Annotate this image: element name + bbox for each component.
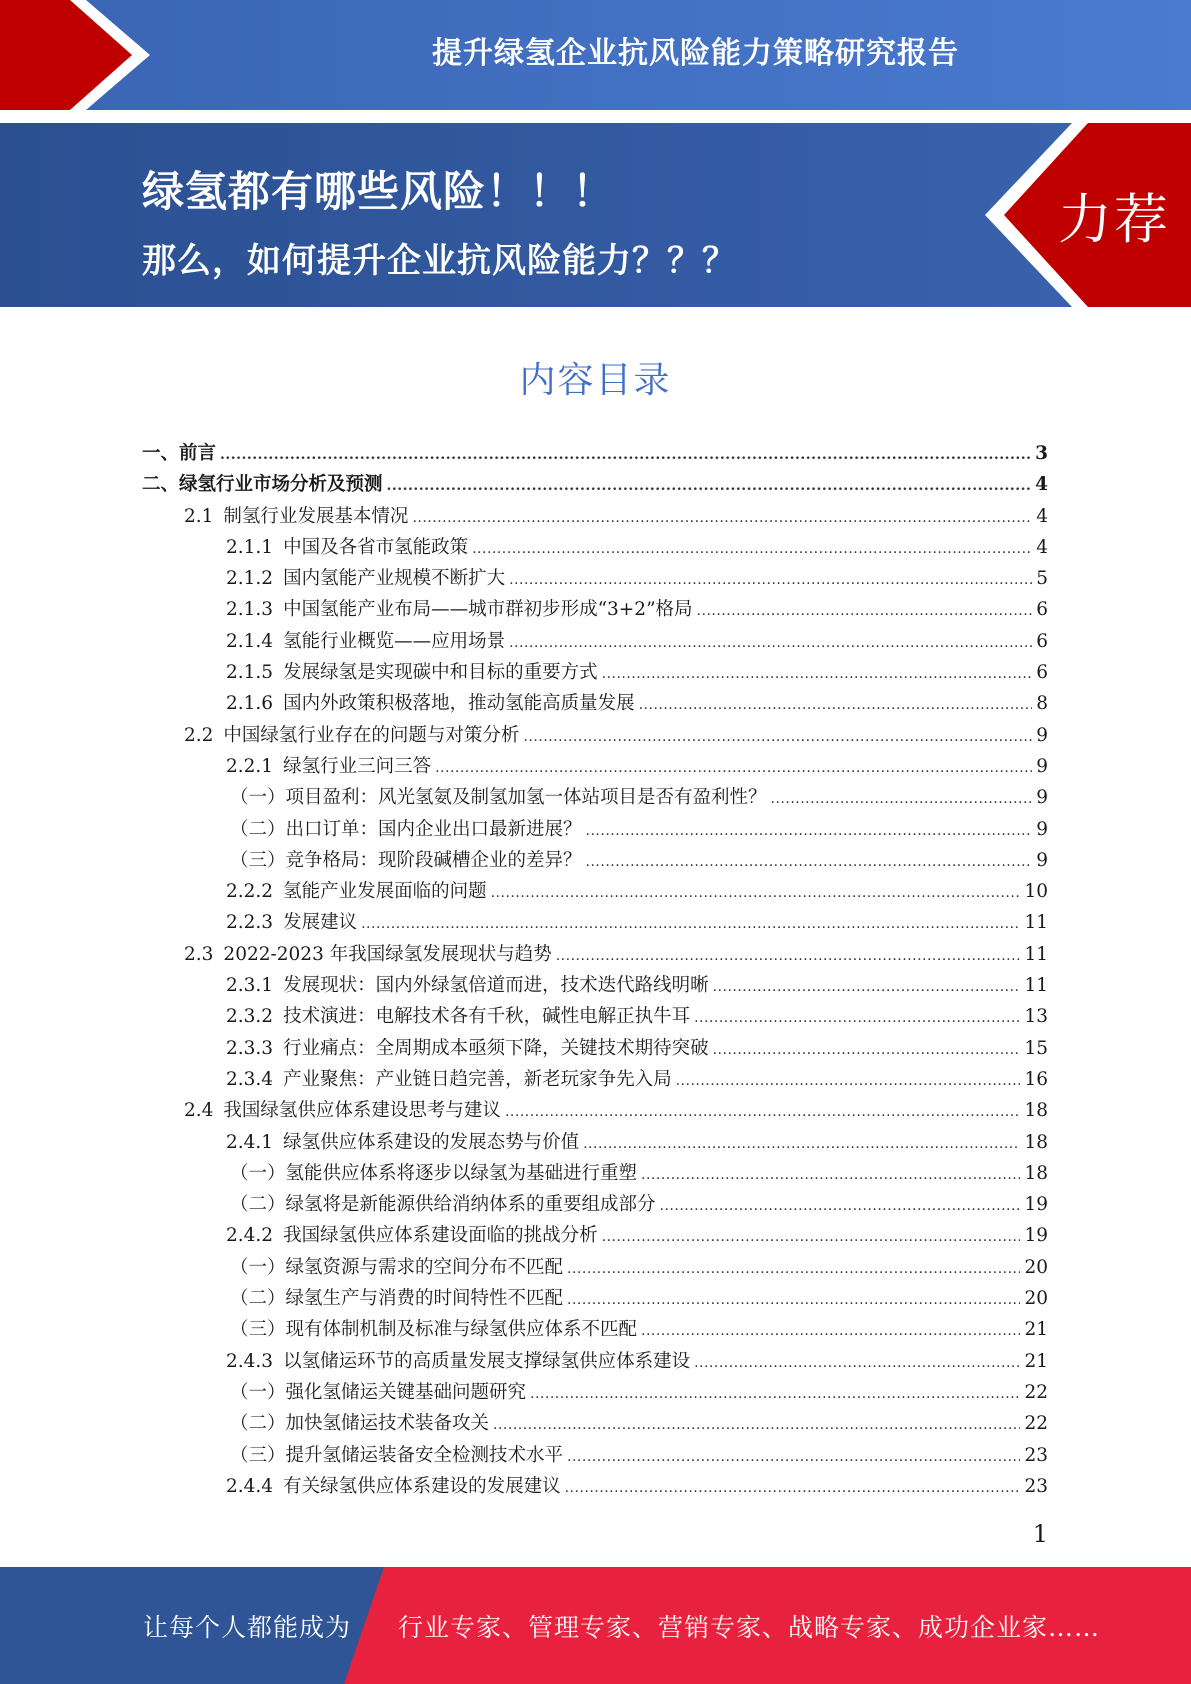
toc-entry-label: 技术演进：电解技术各有千秋，碱性电解正执牛耳 <box>283 1006 691 1028</box>
toc-entry[interactable] <box>142 1064 1048 1095</box>
toc-entry-number: （一） <box>230 1381 286 1403</box>
toc-entry-number: （一） <box>230 1256 286 1278</box>
recommend-badge: 力荐 <box>1058 188 1170 251</box>
footer-slogan-roles: 行业专家、管理专家、营销专家、战略专家、成功企业家…… <box>398 1613 1101 1642</box>
toc-dot-leader <box>220 440 1031 471</box>
toc-dot-leader <box>556 941 1021 972</box>
toc-entry-number: 2.4 <box>184 1100 214 1122</box>
toc-entry-number: 2.3.2 <box>226 1006 274 1028</box>
toc-entry-number: （二） <box>230 1413 286 1435</box>
hero-headline: 绿氢都有哪些风险！！！ <box>142 167 616 216</box>
toc-entry-number: （一） <box>230 787 286 809</box>
toc-entry-number: （二） <box>230 818 286 840</box>
toc-entry-page: 9 <box>1036 724 1048 746</box>
toc-entry[interactable] <box>142 1346 1048 1377</box>
toc-entry-label: 制氢行业发展基本情况 <box>223 505 409 527</box>
toc-entry-number: （一） <box>230 1162 286 1184</box>
toc-entry-page: 20 <box>1024 1256 1048 1278</box>
toc-entry-label: 我国绿氢供应体系建设面临的挑战分析 <box>283 1225 598 1247</box>
toc-dot-leader <box>435 753 1032 784</box>
toc-entry[interactable] <box>142 1033 1048 1064</box>
toc-dot-leader <box>639 690 1033 721</box>
page-number: 1 <box>1032 1520 1048 1548</box>
toc-entry-number: 2.4.4 <box>226 1475 274 1497</box>
toc-entry-page: 11 <box>1024 912 1048 934</box>
toc-entry[interactable] <box>142 1408 1048 1439</box>
toc-entry-label: 强化氢储运关键基础问题研究 <box>285 1381 527 1403</box>
toc-entry-page: 19 <box>1024 1225 1048 1247</box>
toc-dot-leader <box>472 534 1032 565</box>
toc-entry[interactable] <box>142 563 1048 594</box>
toc-entry-page: 21 <box>1024 1319 1048 1341</box>
toc-entry-number: 2.1 <box>184 505 214 527</box>
toc-dot-leader <box>602 1222 1021 1253</box>
toc-entry-number: 2.3 <box>184 943 214 965</box>
toc-entry[interactable] <box>142 1471 1048 1502</box>
toc-entry[interactable] <box>142 814 1048 845</box>
toc-entry-number: 二、 <box>142 474 180 496</box>
toc-entry-label: 2022-2023 年我国绿氢发展现状与趋势 <box>223 943 552 965</box>
toc-dot-leader <box>509 565 1032 596</box>
toc-entry-number: 2.2.1 <box>226 755 274 777</box>
top-banner <box>0 0 1191 110</box>
toc-entry-number: 2.4.1 <box>226 1131 274 1153</box>
footer-slogan-lead: 让每个人都能成为 <box>143 1613 352 1642</box>
toc-entry[interactable] <box>142 751 1048 782</box>
hero-banner <box>0 123 1191 307</box>
toc-entry-page: 4 <box>1035 474 1048 496</box>
toc-entry-page: 13 <box>1024 1006 1048 1028</box>
toc-entry-page: 3 <box>1035 443 1048 464</box>
toc-entry[interactable] <box>142 1252 1048 1283</box>
toc-entry[interactable] <box>142 501 1048 532</box>
toc-dot-leader <box>771 784 1033 815</box>
toc-entry-page: 8 <box>1036 693 1048 715</box>
toc-entry-label: 中国绿氢行业存在的问题与对策分析 <box>223 724 520 746</box>
toc-entry[interactable] <box>142 1314 1048 1345</box>
toc-entry-number: 2.3.1 <box>226 975 274 997</box>
toc-dot-leader <box>491 878 1021 909</box>
toc-entry-number: 2.2 <box>184 724 214 746</box>
toc-entry-label: 国内氢能产业规模不断扩大 <box>283 568 506 590</box>
table-of-contents <box>142 438 1048 1502</box>
toc-entry-label: 出口订单：国内企业出口最新进展？ <box>285 818 582 840</box>
toc-entry-number: （三） <box>230 1319 286 1341</box>
toc-dot-leader <box>641 1160 1020 1191</box>
toc-entry-page: 22 <box>1024 1413 1048 1435</box>
toc-entry-page: 6 <box>1036 599 1048 621</box>
toc-entry-number: 2.1.3 <box>226 599 274 621</box>
toc-entry-number: 2.3.4 <box>226 1068 274 1090</box>
toc-entry[interactable] <box>142 907 1048 938</box>
toc-entry-page: 19 <box>1024 1194 1048 1216</box>
toc-entry-page: 9 <box>1036 849 1048 871</box>
toc-entry-page: 4 <box>1036 536 1048 558</box>
toc-entry-label: 行业痛点：全周期成本亟须下降，关键技术期待突破 <box>283 1037 709 1059</box>
toc-entry-label: 有关绿氢供应体系建设的发展建议 <box>283 1475 561 1497</box>
toc-entry-page: 18 <box>1024 1131 1048 1153</box>
report-title: 提升绿氢企业抗风险能力策略研究报告 <box>432 36 959 71</box>
toc-dot-leader <box>567 1254 1020 1285</box>
toc-entry-label: 项目盈利：风光氢氨及制氢加氢一体站项目是否有盈利性？ <box>285 787 767 809</box>
toc-entry-number: （三） <box>230 1444 286 1466</box>
toc-entry-number: 2.4.3 <box>226 1350 274 1372</box>
toc-entry[interactable] <box>142 939 1048 970</box>
toc-dot-leader <box>567 1285 1020 1316</box>
toc-entry[interactable] <box>142 1158 1048 1189</box>
toc-entry-number: 2.2.3 <box>226 912 274 934</box>
footer-banner <box>0 1567 1191 1684</box>
toc-entry-number: 2.1.4 <box>226 630 274 652</box>
toc-dot-leader <box>412 503 1032 534</box>
toc-entry[interactable] <box>142 532 1048 563</box>
toc-entry-label: 氢能产业发展面临的问题 <box>283 881 487 903</box>
toc-dot-leader <box>493 1410 1020 1441</box>
toc-dot-leader <box>505 1097 1021 1128</box>
toc-entry[interactable] <box>142 626 1048 657</box>
toc-dot-leader <box>387 471 1032 502</box>
toc-entry-page: 10 <box>1024 881 1048 903</box>
toc-entry[interactable] <box>142 845 1048 876</box>
toc-entry-page: 21 <box>1024 1350 1048 1372</box>
toc-entry-label: 绿氢将是新能源供给消纳体系的重要组成部分 <box>285 1194 656 1216</box>
toc-entry-label: 国内外政策积极落地，推动氢能高质量发展 <box>283 693 635 715</box>
toc-entry-label: 绿氢行业市场分析及预测 <box>179 474 383 496</box>
toc-entry-label: 产业聚焦：产业链日趋完善，新老玩家争先入局 <box>283 1068 672 1090</box>
toc-dot-leader <box>586 816 1033 847</box>
toc-entry[interactable] <box>142 1127 1048 1158</box>
toc-dot-leader <box>676 1066 1021 1097</box>
toc-entry-label: 绿氢生产与消费的时间特性不匹配 <box>285 1288 564 1310</box>
toc-entry-number: （二） <box>230 1288 286 1310</box>
toc-entry-number: 2.2.2 <box>226 881 274 903</box>
hero-subheadline: 那么，如何提升企业抗风险能力？？？ <box>142 241 737 281</box>
toc-entry-label: 我国绿氢供应体系建设思考与建议 <box>223 1100 501 1122</box>
toc-entry-page: 18 <box>1024 1100 1048 1122</box>
toc-entry-label: 提升氢储运装备安全检测技术水平 <box>285 1444 564 1466</box>
toc-entry[interactable] <box>142 657 1048 688</box>
toc-title: 内容目录 <box>519 360 672 401</box>
toc-dot-leader <box>641 1316 1020 1347</box>
toc-entry-label: 前言 <box>179 443 217 464</box>
toc-entry-label: 绿氢供应体系建设的发展态势与价值 <box>283 1131 580 1153</box>
toc-entry[interactable] <box>142 1283 1048 1314</box>
toc-entry[interactable] <box>142 594 1048 625</box>
toc-entry-page: 20 <box>1024 1288 1048 1310</box>
toc-entry[interactable] <box>142 1001 1048 1032</box>
toc-dot-leader <box>586 847 1033 878</box>
toc-entry-label: 绿氢行业三问三答 <box>283 755 432 777</box>
toc-dot-leader <box>565 1473 1021 1504</box>
toc-entry[interactable] <box>142 782 1048 813</box>
toc-dot-leader <box>602 659 1033 690</box>
toc-dot-leader <box>523 722 1032 753</box>
toc-entry-number: 2.1.6 <box>226 693 274 715</box>
toc-entry[interactable] <box>142 1440 1048 1471</box>
toc-entry-page: 6 <box>1036 662 1048 684</box>
toc-entry[interactable] <box>142 1189 1048 1220</box>
toc-dot-leader <box>361 909 1020 940</box>
toc-entry-label: 中国氢能产业布局——城市群初步形成“3+2”格局 <box>283 599 693 621</box>
toc-entry-label: 以氢储运环节的高质量发展支撑绿氢供应体系建设 <box>283 1350 691 1372</box>
toc-entry-number: 一、 <box>142 443 180 464</box>
toc-entry-page: 22 <box>1024 1381 1048 1403</box>
toc-entry-page: 15 <box>1024 1037 1048 1059</box>
toc-entry-number: 2.1.2 <box>226 568 274 590</box>
toc-entry[interactable] <box>142 1220 1048 1251</box>
toc-entry-page: 11 <box>1024 975 1048 997</box>
toc-dot-leader <box>694 1003 1020 1034</box>
toc-dot-leader <box>530 1379 1020 1410</box>
toc-entry[interactable] <box>142 1377 1048 1408</box>
toc-entry-number: 2.1.5 <box>226 662 274 684</box>
toc-entry-page: 9 <box>1036 755 1048 777</box>
toc-entry-label: 中国及各省市氢能政策 <box>283 536 469 558</box>
toc-entry-page: 9 <box>1036 818 1048 840</box>
toc-dot-leader <box>509 628 1032 659</box>
toc-entry[interactable] <box>142 970 1048 1001</box>
toc-entry-page: 4 <box>1036 505 1048 527</box>
toc-entry-label: 氢能行业概览——应用场景 <box>283 630 506 652</box>
toc-entry-number: 2.4.2 <box>226 1225 274 1247</box>
toc-dot-leader <box>713 972 1021 1003</box>
toc-dot-leader <box>567 1442 1020 1473</box>
toc-dot-leader <box>697 596 1033 627</box>
toc-entry-number: （二） <box>230 1194 286 1216</box>
toc-entry[interactable] <box>142 720 1048 751</box>
toc-entry-label: 发展绿氢是实现碳中和目标的重要方式 <box>283 662 598 684</box>
toc-entry[interactable] <box>142 876 1048 907</box>
toc-entry[interactable] <box>142 469 1048 500</box>
toc-dot-leader <box>694 1348 1020 1379</box>
toc-entry-page: 5 <box>1036 568 1048 590</box>
toc-entry-label: 发展现状：国内外绿氢倍道而进，技术迭代路线明晰 <box>283 975 709 997</box>
toc-entry[interactable] <box>142 688 1048 719</box>
toc-entry-label: 加快氢储运技术装备攻关 <box>285 1413 490 1435</box>
toc-entry-page: 11 <box>1024 943 1048 965</box>
toc-entry-label: 氢能供应体系将逐步以绿氢为基础进行重塑 <box>285 1162 638 1184</box>
toc-dot-leader <box>713 1035 1021 1066</box>
toc-entry-label: 发展建议 <box>283 912 358 934</box>
toc-entry-page: 18 <box>1024 1162 1048 1184</box>
toc-entry-number: 2.1.1 <box>226 536 274 558</box>
toc-entry-page: 9 <box>1036 787 1048 809</box>
toc-entry-page: 23 <box>1024 1475 1048 1497</box>
toc-entry[interactable] <box>142 1095 1048 1126</box>
toc-entry-label: 现有体制机制及标准与绿氢供应体系不匹配 <box>285 1319 638 1341</box>
toc-entry-page: 23 <box>1024 1444 1048 1466</box>
toc-entry[interactable] <box>142 438 1048 469</box>
toc-dot-leader <box>583 1129 1020 1160</box>
toc-entry-number: 2.3.3 <box>226 1037 274 1059</box>
toc-entry-number: （三） <box>230 849 286 871</box>
toc-entry-label: 绿氢资源与需求的空间分布不匹配 <box>285 1256 564 1278</box>
toc-dot-leader <box>660 1191 1021 1222</box>
toc-entry-page: 16 <box>1024 1068 1048 1090</box>
toc-entry-label: 竞争格局：现阶段碱槽企业的差异？ <box>285 849 582 871</box>
toc-entry-page: 6 <box>1036 630 1048 652</box>
